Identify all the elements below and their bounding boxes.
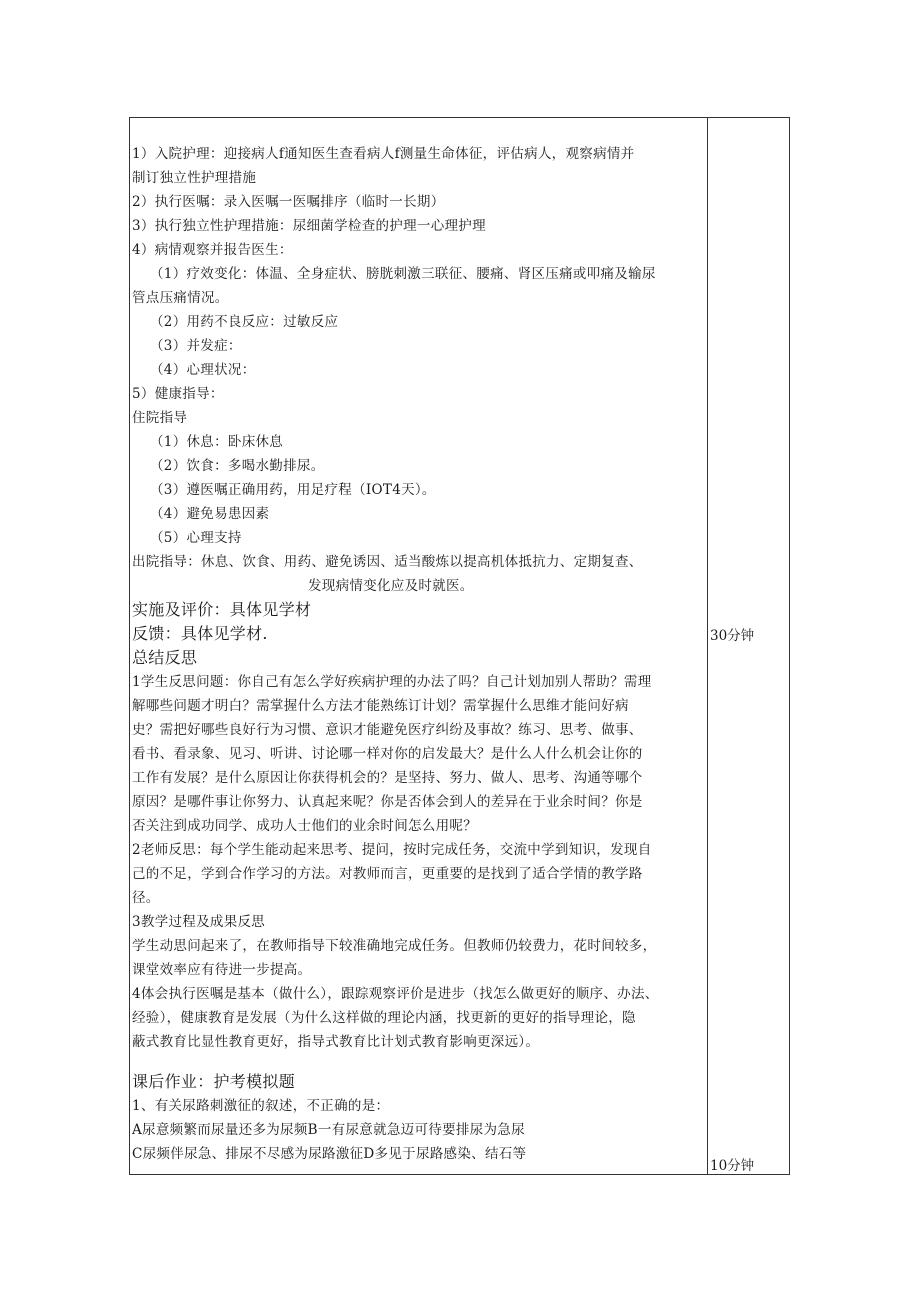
text-line: 课堂效率应有待进一步提高。: [132, 962, 312, 978]
text-line: 蔽式教育比显性教育更好，指导式教育比计划式教育影响更深远）。: [132, 1034, 540, 1050]
text-line: 径。: [132, 890, 160, 906]
text-line: 管点压痛情况。: [132, 290, 229, 306]
text-line: 5）健康指导：: [132, 386, 224, 402]
text-line: 2）执行医嘱：录入医嘱一医嘱排序（临时一长期）: [132, 194, 445, 210]
text-line: 3）执行独立性护理措施：尿细菌学检查的护理一心理护理: [132, 218, 486, 234]
text-line: 经验），健康教育是发展（为什么这样做的理论内涵，找更新的更好的指导理论，隐: [132, 1010, 636, 1026]
text-line: 发现病情变化应及时就医。: [308, 578, 474, 594]
text-line: 己的不足，学到合作学习的方法。对教师而言，更重要的是找到了适合学情的教学路: [132, 866, 643, 882]
text-line: 原因？是哪件事让你努力、认真起来呢？你是否体会到人的差异在于业余时间？你是: [132, 794, 643, 810]
lesson-plan-table: [129, 117, 790, 1175]
column-divider: [707, 118, 708, 1174]
spacer: [132, 1054, 704, 1070]
text-line: 1学生反思问题：你自己有怎么学好疾病护理的办法了吗？自己计划加别人帮助？需理: [132, 674, 652, 690]
section-heading: 反馈：具体见学材.: [132, 624, 268, 643]
text-line: （3）遵医嘱正确用药，用足疗程（IOT4天）。: [150, 482, 436, 498]
section-heading: 实施及评价：具体见学材: [132, 600, 312, 619]
text-line: （4）避免易患因素: [150, 506, 270, 522]
duration-10-min: 10分钟: [710, 1158, 755, 1174]
text-line: 解哪些问题才明白？需掌握什么方法才能熟练订计划？需掌握什么思维才能问好病: [132, 698, 629, 714]
text-line: （5）心理支持: [150, 530, 242, 546]
text-line: 4）病情观察并报告医生：: [132, 242, 293, 258]
text-line: 看书、看录象、见习、听讲、讨论哪一样对你的启发最大？是什么人什么机会让你的: [132, 746, 643, 762]
lesson-content-cell: [132, 142, 704, 1166]
text-line: 住院指导: [132, 410, 188, 426]
text-line: （1）疗效变化：体温、全身症状、膀胱刺激三联征、腰痛、肾区压痛或叩痛及输尿: [150, 266, 656, 282]
text-line: （2）饮食：多喝水勤排尿。: [150, 458, 325, 474]
text-line: 3教学过程及成果反思: [132, 914, 266, 930]
duration-30-min: 30分钟: [710, 628, 755, 644]
text-line: （1）休息：卧床休息: [150, 434, 284, 450]
text-line: 出院指导：休息、饮食、用药、避免诱因、适当酸炼以提高机体抵抗力、定期复查、: [132, 554, 643, 570]
text-line: 1）入院护理：迎接病人f通知医生查看病人f测量生命体征，评估病人，观察病情并: [132, 146, 635, 162]
text-line: C尿频伴尿急、排尿不尽感为尿路激征D多见于尿路感染、结石等: [132, 1146, 527, 1162]
text-line: 1、有关尿路刺激征的叙述，不正确的是：: [132, 1098, 390, 1114]
section-heading: 总结反思: [132, 648, 198, 667]
text-line: A尿意频繁而尿量还多为尿频B一有尿意就急迈可待要排尿为急尿: [132, 1122, 525, 1138]
text-line: 否关注到成功同学、成功人士他们的业余时间怎么用呢？: [132, 818, 477, 834]
text-line: 4体会执行医嘱是基本（做什么），跟踪观察评价是进步（找怎么做更好的顺序、办法、: [132, 986, 659, 1002]
section-heading: 课后作业：护考模拟题: [132, 1072, 296, 1091]
text-line: （2）用药不良反应：过敏反应: [150, 314, 339, 330]
text-line: 工作有发展？是什么原因让你获得机会的？是坚持、努力、做人、思考、沟通等哪个: [132, 770, 643, 786]
text-line: 制订独立性护理措施: [132, 170, 257, 186]
text-line: （4）心理状况：: [150, 362, 256, 378]
text-line: 2老师反思：每个学生能动起来思考、提问，按时完成任务，交流中学到知识，发现自: [132, 842, 652, 858]
text-line: 学生动思问起来了，在教师指导下较准确地完成任务。但教师仍较费力，花时间较多，: [132, 938, 657, 954]
text-line: 史？需把好哪些良好行为习惯、意识才能避免医疗纠纷及事故？练习、思考、做事、: [132, 722, 643, 738]
text-line: （3）并发症：: [150, 338, 242, 354]
